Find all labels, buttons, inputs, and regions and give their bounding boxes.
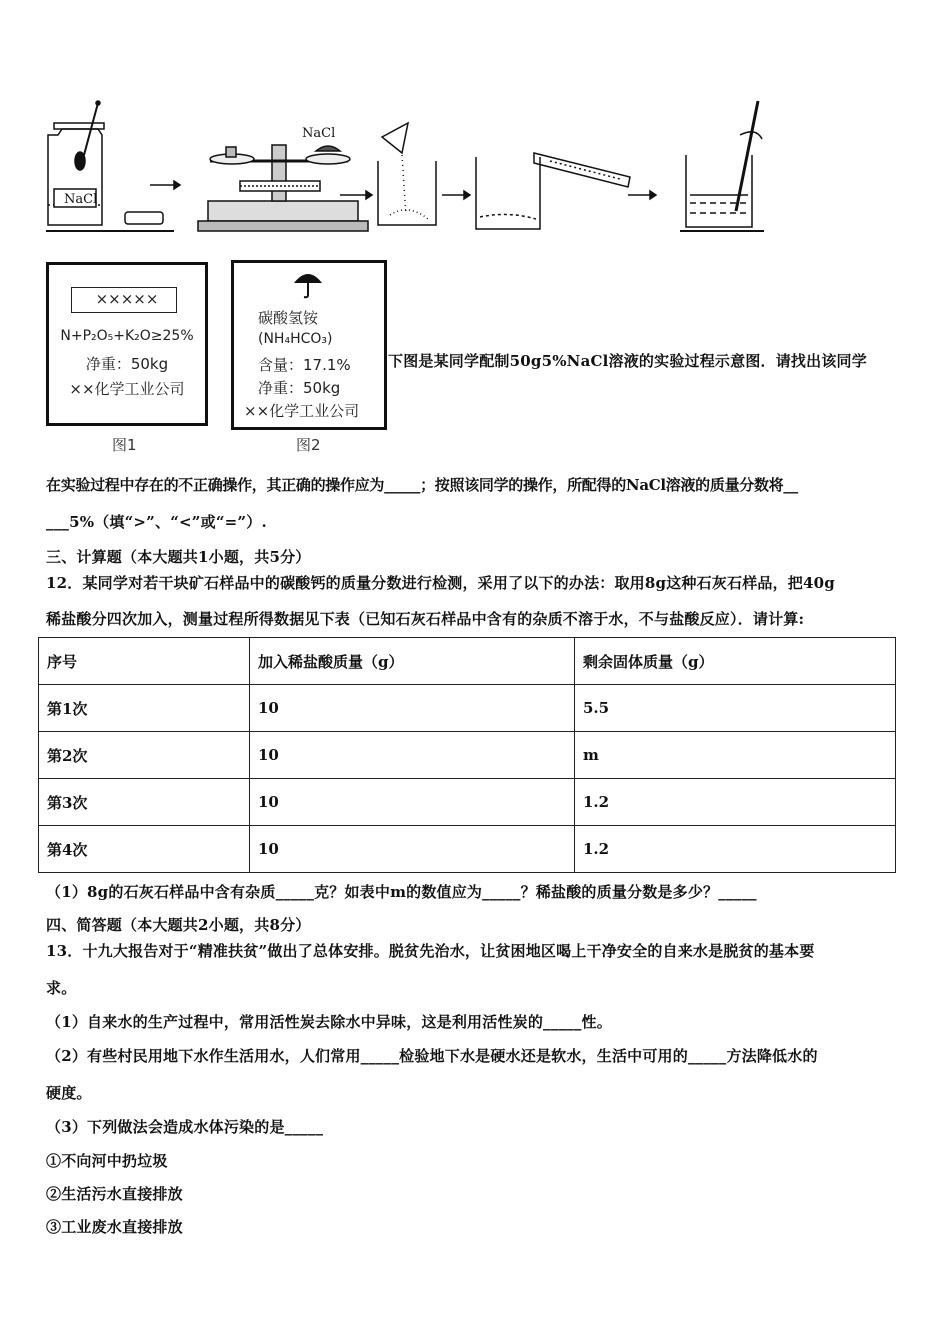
table-cell: 第4次 <box>39 826 250 873</box>
figure2-net-weight: 净重：50kg <box>258 379 341 397</box>
figure2-label <box>231 260 387 430</box>
figure1-content: N+P₂O₅+K₂O≥25% <box>60 328 194 344</box>
table-cell: 10 <box>250 826 575 873</box>
header-cell: 加入稀盐酸质量（g） <box>250 638 575 685</box>
data-table <box>38 637 896 873</box>
figure2-company: ××化学工业公司 <box>244 402 360 420</box>
q13-option1: ①不向河中扔垃圾 <box>46 1152 168 1170</box>
table-cell: 第1次 <box>39 685 250 732</box>
experiment-diagram <box>40 95 780 240</box>
figure2-content: 含量：17.1% <box>258 356 351 374</box>
table-row <box>39 732 896 779</box>
table-cell: 10 <box>250 732 575 779</box>
q13-sub2-line1: （2）有些村民用地下水作生活用水，人们常用_____检验地下水是硬水还是软水，生活中可用的_____方法降低水的 <box>46 1047 818 1065</box>
q13-sub2-line2: 硬度。 <box>46 1084 92 1102</box>
header-cell: 剩余固体质量（g） <box>575 638 896 685</box>
table-header-row <box>39 638 896 685</box>
table-cell: 1.2 <box>575 826 896 873</box>
figure1-label <box>46 262 208 426</box>
q12-question: （1）8g的石灰石样品中含有杂质_____克？如表中m的数值应为_____？稀盐酸的质量分数是多少？_____ <box>46 883 757 901</box>
table-cell: m <box>575 732 896 779</box>
q13-sub3: （3）下列做法会造成水体污染的是_____ <box>46 1118 324 1136</box>
figure1-company: ××化学工业公司 <box>69 380 185 398</box>
section4-heading: 四、简答题（本大题共2小题，共8分） <box>46 916 311 934</box>
beaker-1 <box>378 123 436 225</box>
table-cell: 1.2 <box>575 779 896 826</box>
figure1-caption: 图1 <box>112 436 137 454</box>
figure2-formula: (NH₄HCO₃) <box>258 331 333 347</box>
balance-label: NaCl <box>302 126 336 141</box>
balance <box>198 145 368 231</box>
figure2-name: 碳酸氢铵 <box>258 309 319 327</box>
figure2-caption: 图2 <box>296 436 321 454</box>
table-cell: 10 <box>250 685 575 732</box>
figure1-net-weight: 净重：50kg <box>85 355 169 373</box>
q11-line3: ___5%（填“>”、“<”或“=”）. <box>46 513 267 531</box>
q13-line2: 求。 <box>46 979 77 997</box>
section3-heading: 三、计算题（本大题共1小题，共5分） <box>46 548 311 566</box>
q13-sub1: （1）自来水的生产过程中，常用活性炭去除水中异味，这是利用活性炭的_____性。 <box>46 1013 612 1031</box>
table-cell: 第3次 <box>39 779 250 826</box>
header-cell: 序号 <box>39 638 250 685</box>
q13-line1: 13．十九大报告对于“精准扶贫”做出了总体安排。脱贫先治水，让贫困地区喝上干净安全的自来水是脱贫的基本要 <box>46 942 815 960</box>
table-row <box>39 826 896 873</box>
table-cell: 第2次 <box>39 732 250 779</box>
beaker-3 <box>680 101 764 231</box>
beaker-2 <box>476 153 630 229</box>
q13-option3: ③工业废水直接排放 <box>46 1218 183 1236</box>
table-row <box>39 685 896 732</box>
figure1-brand: ××××× <box>95 290 159 308</box>
q13-option2: ②生活污水直接排放 <box>46 1185 183 1203</box>
umbrella-icon <box>292 267 324 299</box>
q12-line2: 稀盐酸分四次加入，测量过程所得数据见下表（已知石灰石样品中含有的杂质不溶于水，不与盐酸反应）．请计算: <box>46 610 805 628</box>
table-row <box>39 779 896 826</box>
bottle-label: NaCl <box>64 192 98 207</box>
table-cell: 10 <box>250 779 575 826</box>
table-cell: 5.5 <box>575 685 896 732</box>
q11-line2: 在实验过程中存在的不正确操作，其正确的操作应为_____；按照该同学的操作，所配得的NaCl溶液的质量分数将__ <box>46 476 798 494</box>
q11-line1: 下图是某同学配制50g5%NaCl溶液的实验过程示意图．请找出该同学 <box>388 352 867 370</box>
q12-line1: 12．某同学对若干块矿石样品中的碳酸钙的质量分数进行检测，采用了以下的办法：取用8g这种石灰石样品，把40g <box>46 574 835 592</box>
bottle-stopper <box>125 212 163 224</box>
